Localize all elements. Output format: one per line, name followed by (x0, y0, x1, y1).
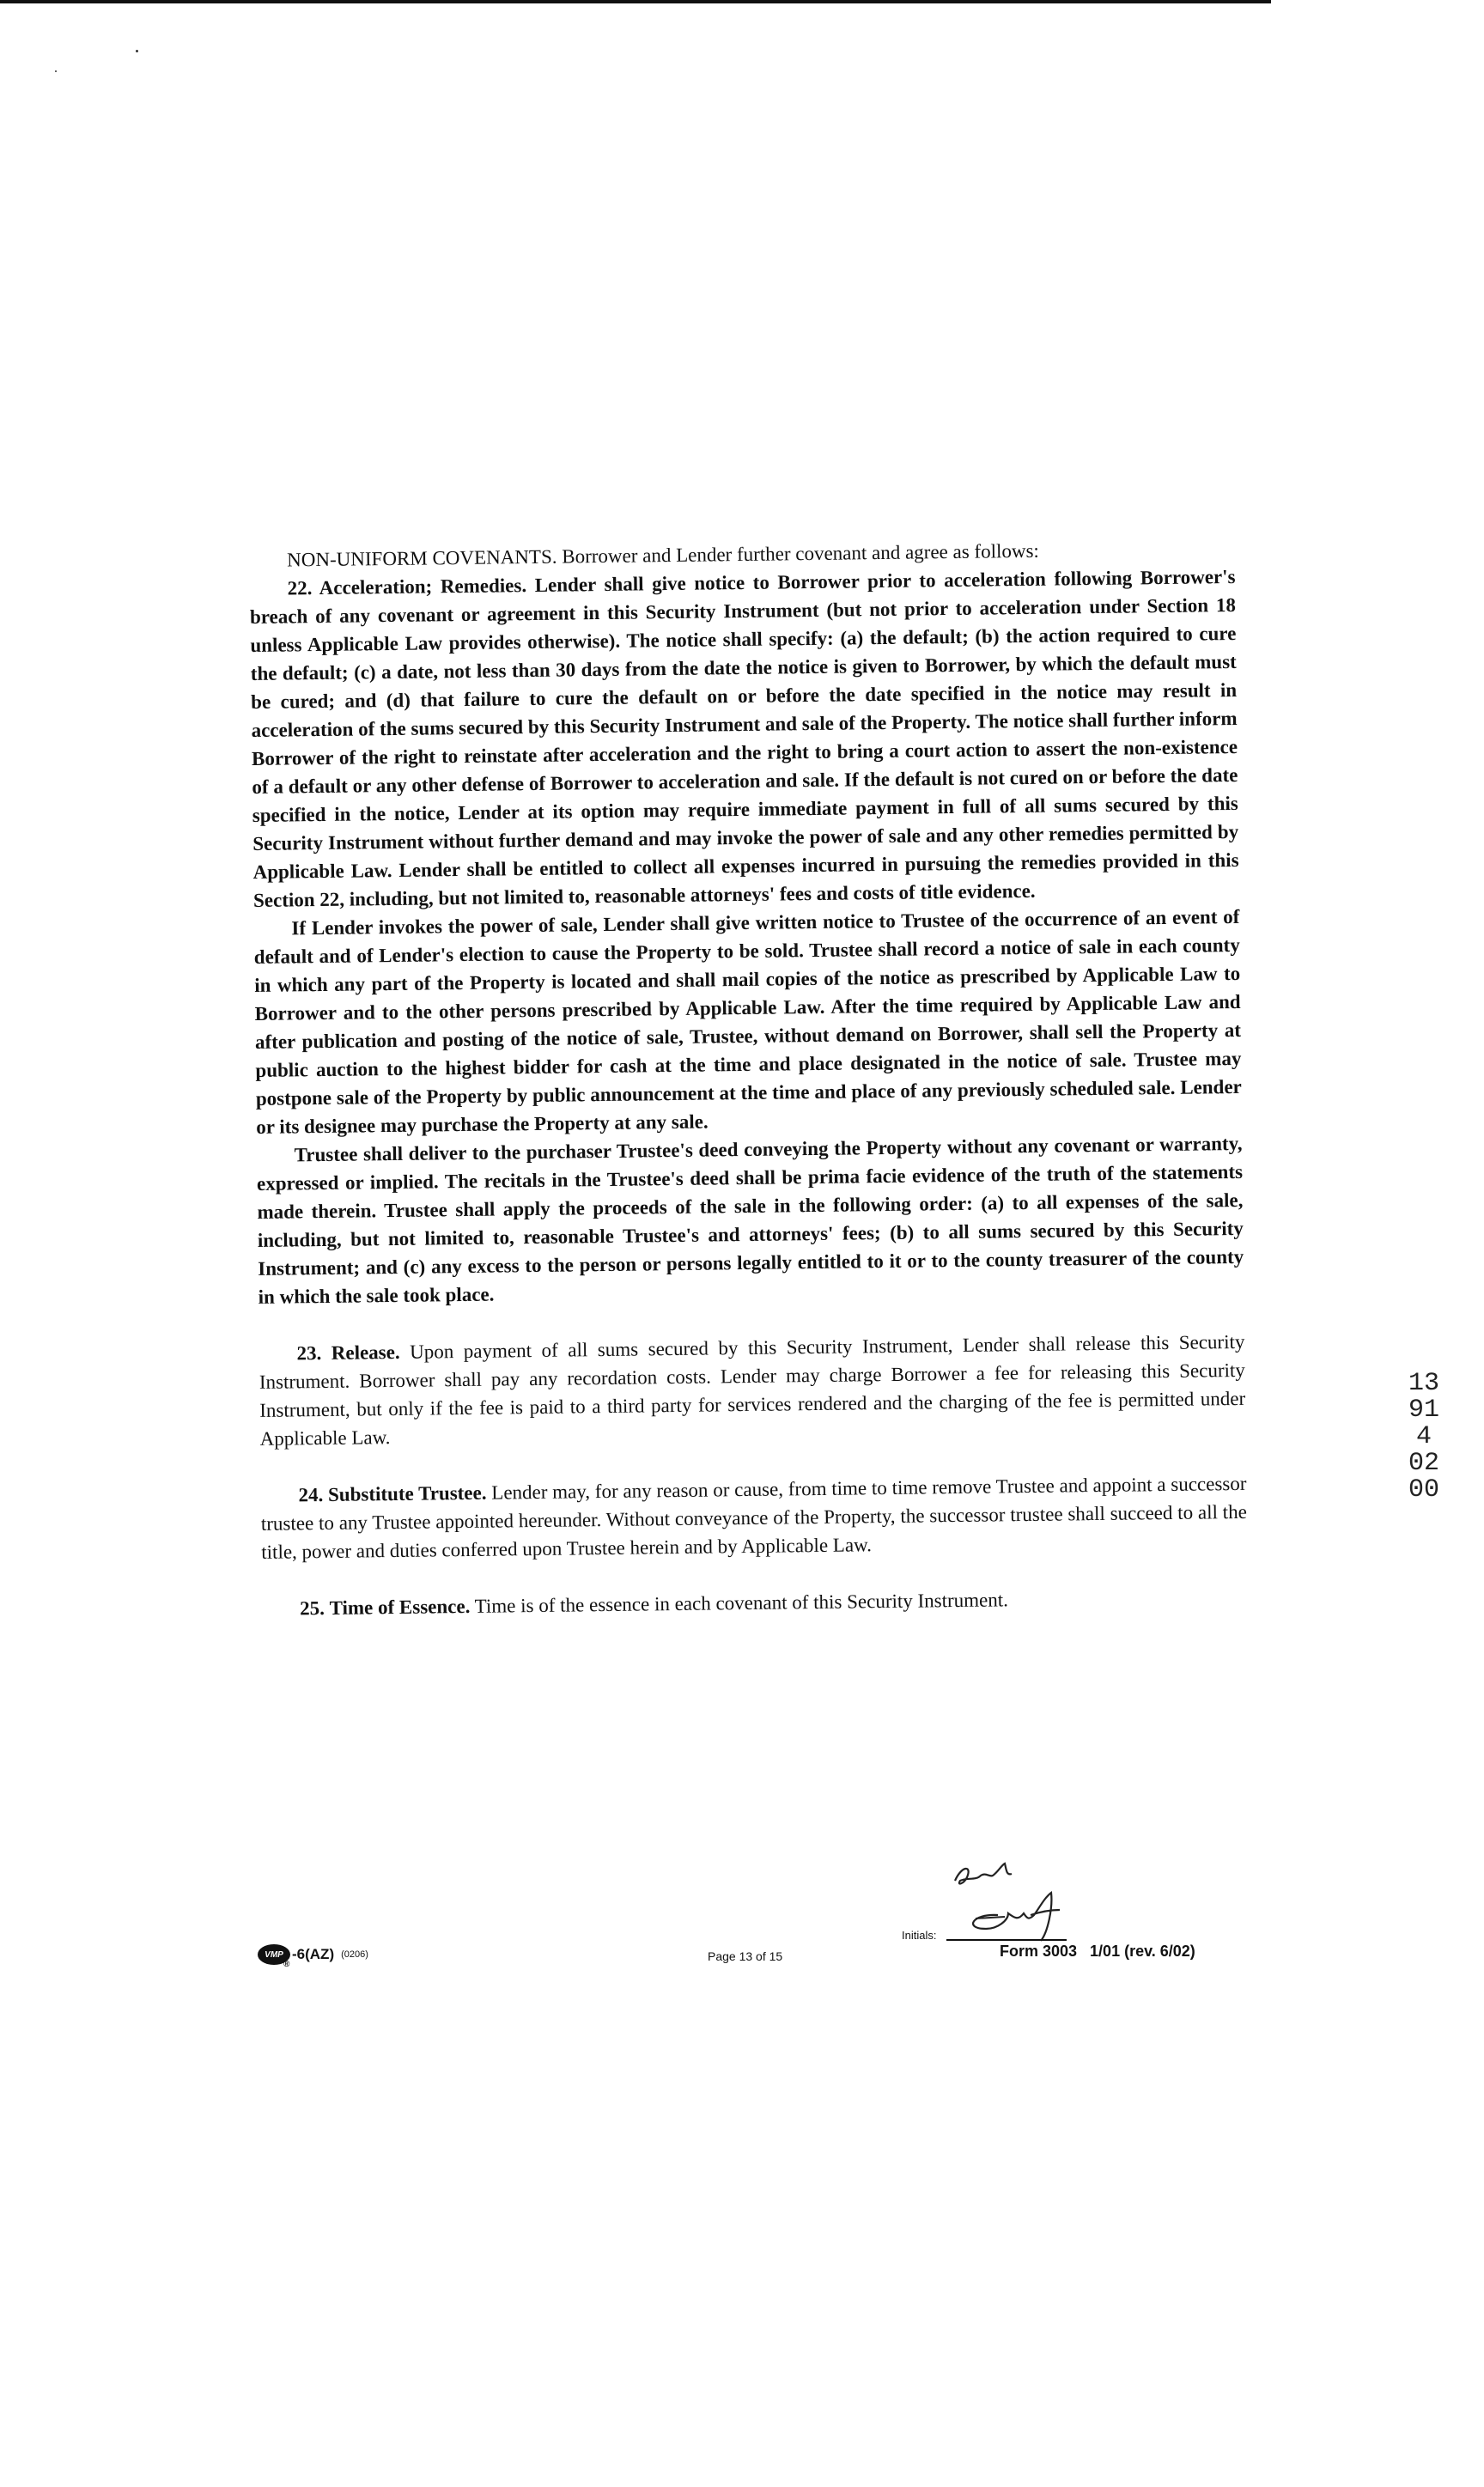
section-22-paragraph-2: If Lender invokes the power of sale, Lender shall give written notice to Trustee of the occurrence of an event of default and of Lender's election to cause the Property to be sold. Trustee shall record a notice of sale in each county in which any part of the Property is located and shall mail copies of the notice as prescribed by Applicable Law to Borrower and to the other persons prescribed by Applicable Law. After the time required by Applicable Law and after publication and posting of the notice of sale, Trustee, without demand on Borrower, shall sell the Property at public auction to the highest bidder for cash at the time and place designated in the notice of sale. Trustee may postpone sale of the Property by public announcement at the time and place of any previously scheduled sale. Lender or its designee may purchase the Property at any sale. (253, 905, 1242, 1138)
form-date: (0206) (341, 1949, 368, 1960)
heading-rest: Borrower and Lender further covenant and agree as follows: (556, 539, 1039, 568)
section-22-paragraph-1 (249, 562, 1239, 915)
section-number: 23. (296, 1342, 322, 1365)
section-number: 24. (298, 1484, 324, 1506)
recording-number: 13914 0200 (1408, 1369, 1439, 1505)
section-23-paragraph (258, 1328, 1246, 1453)
section-24-paragraph (260, 1469, 1247, 1566)
form-identifier (258, 1944, 368, 1969)
section-text: Upon payment of all sums secured by this Security Instrument, Lender shall release this Security Instrument. Borrower shall pay any recordation costs. Lender may charge Borrower a fee for releasing this Security Instrument, but only if the fee is paid to a third party for services rendered and the charging of the fee is permitted under Applicable Law. (258, 1330, 1246, 1450)
section-title: Release. (331, 1341, 400, 1364)
section-title: Substitute Trustee. (327, 1481, 487, 1505)
section-title: Acceleration; Remedies. (319, 575, 527, 599)
form-number: Form 3003 1/01 (rev. 6/02) (1000, 1943, 1195, 1960)
section-number: 25. (299, 1597, 325, 1620)
section-text: Time is of the essence in each covenant of this Security Instrument. (470, 1589, 1009, 1617)
scan-speck (136, 50, 138, 52)
document-body (249, 534, 1248, 1623)
initials-signature (938, 1846, 1084, 1954)
section-text: Lender may, for any reason or cause, from time to time remove Trustee and appoint a successor trustee to any Trustee appointed hereunder. Without conveyance of the Property, the successor trustee shall succeed to all the title, power and duties conferred upon Trustee herein and by Applicable Law. (260, 1472, 1247, 1563)
section-title: Time of Essence. (329, 1595, 471, 1619)
section-number: 22. (287, 577, 313, 599)
section-text: Lender shall give notice to Borrower prior to acceleration following Borrower's breach of any covenant or agreement in this Security Instrument (but not prior to acceleration under Section 18 unless Applicable Law provides otherwise). The notice shall specify: (a) the default; (b) the action required to cure the default; (c) a date, not less than 30 days from the date the notice is given to Borrower, by which the default must be cured; and (d) that failure to cure the default on or before the date specified in the notice may result in acceleration of the sums secured by this Security Instrument and sale of the Property. The notice shall further inform Borrower of the right to reinstate after acceleration and the right to bring a court action to assert the non-existence of a default or any other defense of Borrower to acceleration and sale. If the default is not cured on or before the date specified in the notice, Lender at its option may require immediate payment in full of all sums secured by this Security Instrument without further demand and may invoke the power of sale and any other remedies permitted by Applicable Law. Lender shall be entitled to collect all expenses incurred in pursuing the remedies provided in this Section 22, including, but not limited to, reasonable attorneys' fees and costs of title evidence. (249, 565, 1239, 911)
heading-lead: NON-UNIFORM COVENANTS. (287, 545, 557, 571)
page-number: Page 13 of 15 (708, 1949, 783, 1963)
initials-line (946, 1939, 1067, 1941)
scan-speck (55, 70, 57, 72)
top-edge-line (0, 0, 1271, 3)
initials-label: Initials: (902, 1929, 937, 1942)
form-code: -6(AZ) (292, 1946, 335, 1962)
section-22-paragraph-3: Trustee shall deliver to the purchaser Trustee's deed conveying the Property without any covenant or warranty, expressed or implied. The recitals in the Trustee's deed shall be prima facie evidence of the truth of the statements made therein. Trustee shall apply the proceeds of the sale in the following order: (a) to all expenses of the sale, including, but not limited to, reasonable Trustee's and attorneys' fees; (b) to all sums secured by this Security Instrument; and (c) any excess to the person or persons legally entitled to it or to the county treasurer of the county in which the sale took place. (256, 1132, 1244, 1308)
vmp-logo: VMP ® (258, 1944, 290, 1965)
